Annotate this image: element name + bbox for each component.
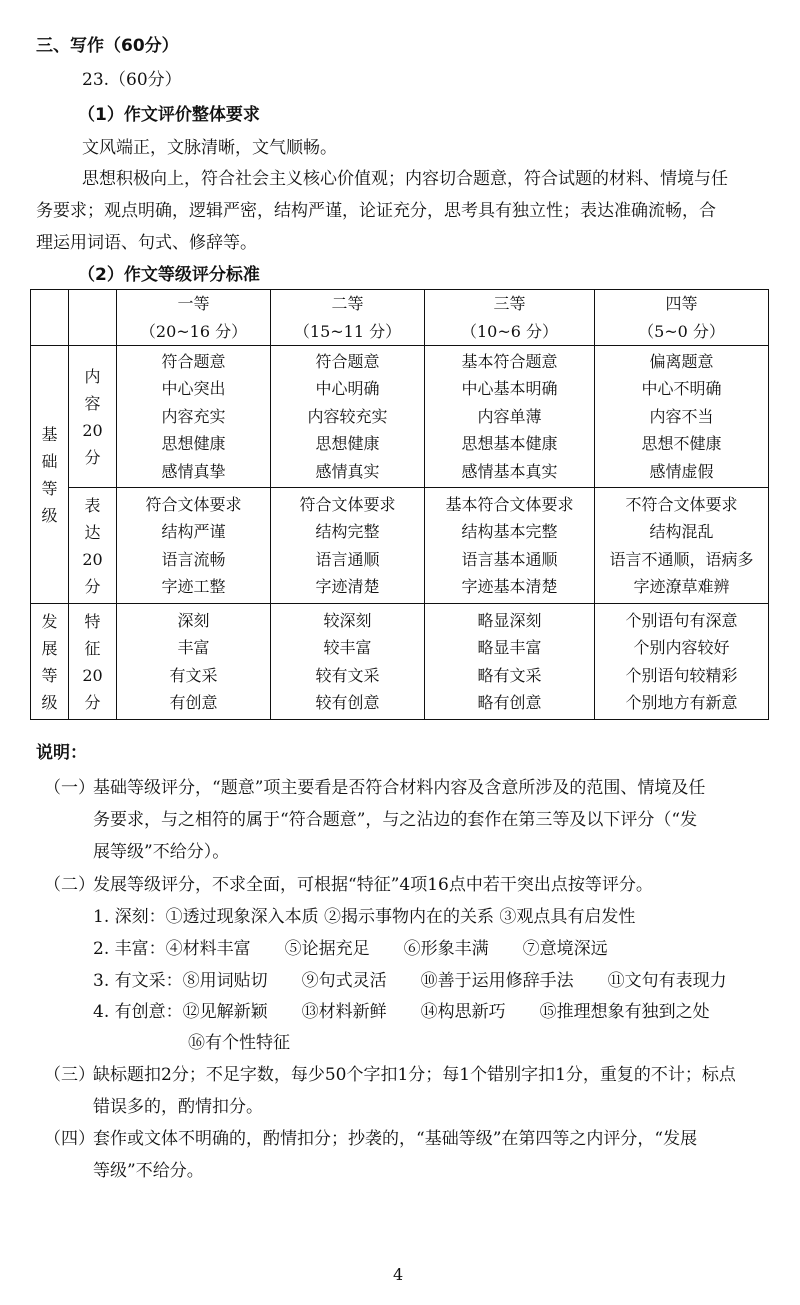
criteria-cell: 符合文体要求 结构严谨 语言流畅 字迹工整: [117, 488, 271, 604]
content-label: 内 容 20 分: [69, 346, 117, 488]
basic-level-label: 基 础 等 级: [31, 346, 69, 604]
note-marker: （四）: [44, 1129, 95, 1149]
notes-heading: 说明：: [36, 743, 87, 763]
part1-line: 思想积极向上，符合社会主义核心价值观；内容切合题意，符合试题的材料、情境与任: [82, 169, 728, 189]
note-line: 基础等级评分，“题意”项主要看是否符合材料内容及含意所涉及的范围、情境及任: [93, 778, 706, 798]
note-line: 等级”不给分。: [93, 1161, 204, 1181]
criteria-cell: 不符合文体要求 结构混乱 语言不通顺，语病多 字迹潦草难辨: [595, 488, 769, 604]
criteria-cell: 个别语句有深意 个别内容较好 个别语句较精彩 个别地方有新意: [595, 604, 769, 720]
part1-line: 务要求；观点明确，逻辑严密，结构严谨，论证充分，思考具有独立性；表达准确流畅，合: [36, 201, 716, 221]
question-number: 23.（60分）: [82, 70, 182, 90]
note-line: 发展等级评分，不求全面，可根据“特征”4项16点中若干突出点按等评分。: [93, 875, 653, 895]
part1-line: 理运用词语、句式、修辞等。: [36, 233, 257, 253]
criteria-cell: 符合文体要求 结构完整 语言通顺 字迹清楚: [271, 488, 425, 604]
part2-heading: （2）作文等级评分标准: [78, 265, 260, 285]
note-marker: （一）: [44, 778, 95, 798]
criteria-cell: 基本符合题意 中心基本明确 内容单薄 思想基本健康 感情基本真实: [425, 346, 595, 488]
criteria-cell: 深刻 丰富 有文采 有创意: [117, 604, 271, 720]
content-row: [31, 346, 769, 488]
development-level-label: 发 展 等 级: [31, 604, 69, 720]
grade-header-row: [31, 290, 769, 346]
criteria-cell: 基本符合文体要求 结构基本完整 语言基本通顺 字迹基本清楚: [425, 488, 595, 604]
feature-point-line: ⑯有个性特征: [188, 1033, 290, 1053]
feature-point-line: 3. 有文采：⑧用词贴切 ⑨句式灵活 ⑩善于运用修辞手法 ⑪文句有表现力: [93, 971, 727, 991]
feature-label: 特 征 20 分: [69, 604, 117, 720]
criteria-cell: 略显深刻 略显丰富 略有文采 略有创意: [425, 604, 595, 720]
page-number: 4: [393, 1265, 404, 1284]
note-line: 务要求，与之相符的属于“符合题意”，与之沾边的套作在第三等及以下评分（“发: [93, 810, 698, 830]
note-line: 缺标题扣2分；不足字数，每少50个字扣1分；每1个错别字扣1分，重复的不计；标点: [93, 1065, 736, 1085]
feature-point-line: 4. 有创意：⑫见解新颖 ⑬材料新鲜 ⑭构思新巧 ⑮推理想象有独到之处: [93, 1002, 710, 1022]
part1-line: 文风端正，文脉清晰，文气顺畅。: [82, 138, 337, 158]
note-marker: （三）: [44, 1065, 95, 1085]
note-marker: （二）: [44, 875, 95, 895]
section-heading: 三、写作（60分）: [36, 36, 179, 56]
criteria-cell: 较深刻 较丰富 较有文采 较有创意: [271, 604, 425, 720]
note-line: 展等级”不给分）。: [93, 842, 230, 862]
criteria-cell: 偏离题意 中心不明确 内容不当 思想不健康 感情虚假: [595, 346, 769, 488]
feature-point-line: 2. 丰富：④材料丰富 ⑤论据充足 ⑥形象丰满 ⑦意境深远: [93, 939, 608, 959]
grade-header: 二等 （15~11 分）: [271, 290, 425, 346]
part1-heading: （1）作文评价整体要求: [78, 105, 260, 125]
criteria-cell: 符合题意 中心明确 内容较充实 思想健康 感情真实: [271, 346, 425, 488]
corner-cell: [69, 290, 117, 346]
feature-point-line: 1. 深刻：①透过现象深入本质 ②揭示事物内在的关系 ③观点具有启发性: [93, 907, 636, 927]
feature-row: [31, 604, 769, 720]
note-line: 套作或文体不明确的，酌情扣分；抄袭的，“基础等级”在第四等之内评分，“发展: [93, 1129, 698, 1149]
grade-header: 四等 （5~0 分）: [595, 290, 769, 346]
grade-header: 三等 （10~6 分）: [425, 290, 595, 346]
grading-table: [30, 289, 769, 720]
expression-row: [31, 488, 769, 604]
note-line: 错误多的，酌情扣分。: [93, 1097, 263, 1117]
grade-header: 一等 （20~16 分）: [117, 290, 271, 346]
corner-cell: [31, 290, 69, 346]
expression-label: 表 达 20 分: [69, 488, 117, 604]
criteria-cell: 符合题意 中心突出 内容充实 思想健康 感情真挚: [117, 346, 271, 488]
